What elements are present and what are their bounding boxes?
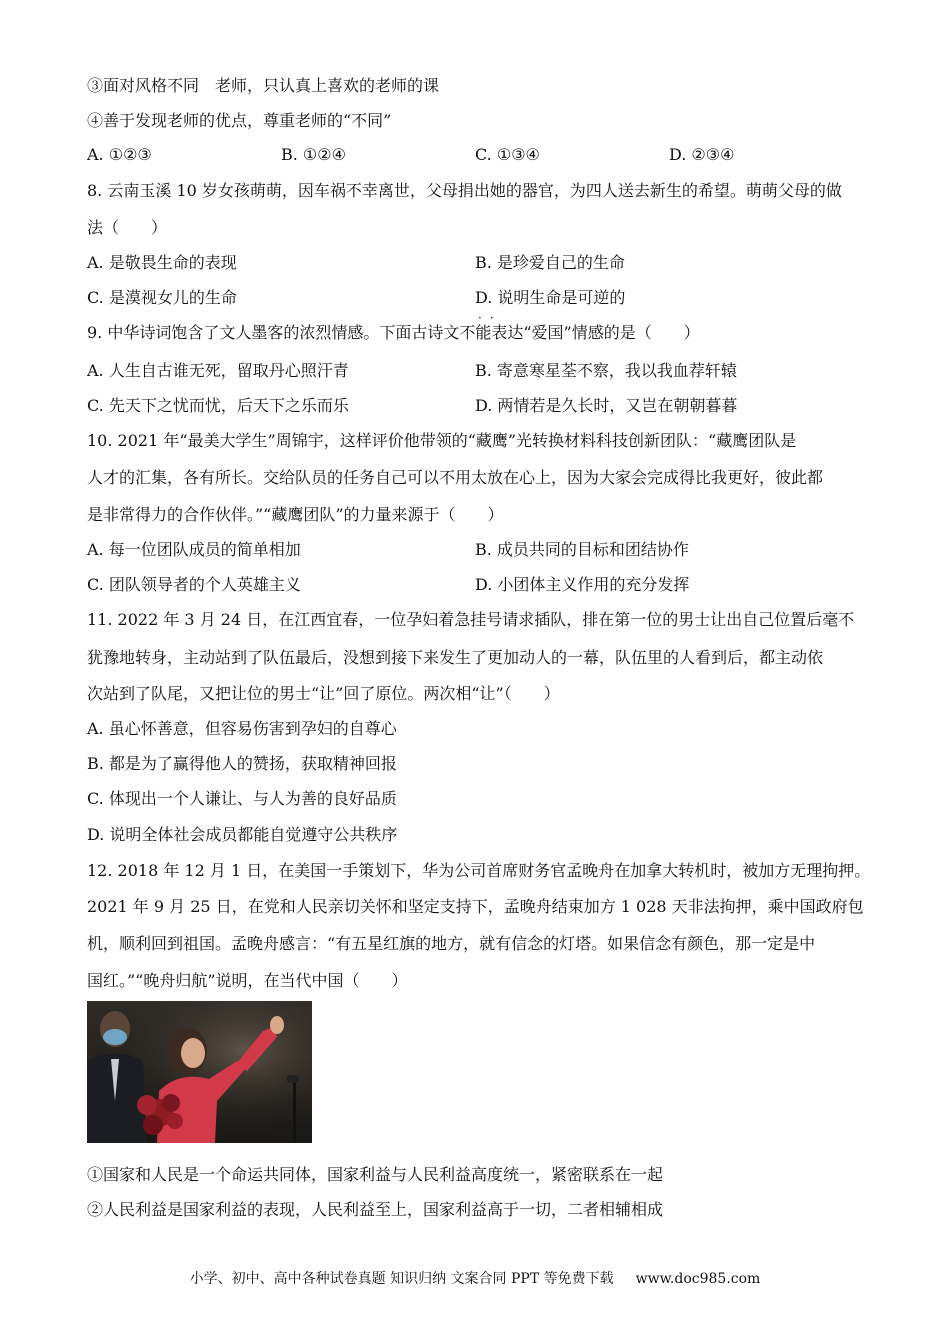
q9-option-b: B. 寄意寒星荃不察，我以我血荐轩辕 xyxy=(475,361,737,380)
q8-option-d: D. 说明生命是可逆的 xyxy=(475,288,626,307)
q11-option-d: D. 说明全体社会成员都能自觉遵守公共秩序 xyxy=(87,825,398,844)
q8-option-c: C. 是漠视女儿的生命 xyxy=(87,288,237,307)
q7-option-d: D. ②③④ xyxy=(669,145,735,164)
q7-item-4: ④善于发现老师的优点，尊重老师的“不同” xyxy=(87,111,392,130)
q9-stem: 9. 中华诗词饱含了文人墨客的浓烈情感。下面古诗文不能表达“爱国”情感的是（ ） xyxy=(87,323,700,342)
q7-option-c: C. ①③④ xyxy=(475,145,540,164)
q10-stem-line-3: 是非常得力的合作伙伴。”“藏鹰团队”的力量来源于（ ） xyxy=(87,505,504,524)
q9-emphasis-dots: ·· xyxy=(478,311,502,325)
q8-stem-line-2: 法（ ） xyxy=(87,218,168,237)
q7-option-a: A. ①②③ xyxy=(87,145,152,164)
q11-option-c: C. 体现出一个人谦让、与人为善的良好品质 xyxy=(87,789,397,808)
q12-stem-line-1: 12. 2018 年 12 月 1 日，在美国一手策划下，华为公司首席财务官孟晚舟在加拿大转机时，被加方无理拘押。 xyxy=(87,861,871,880)
q11-option-b: B. 都是为了赢得他人的赞扬，获取精神回报 xyxy=(87,754,397,773)
q7-option-b: B. ①②④ xyxy=(281,145,346,164)
q8-stem-line-1: 8. 云南玉溪 10 岁女孩萌萌，因车祸不幸离世，父母捐出她的器官，为四人送去新生的希望。萌萌父母的做 xyxy=(87,181,842,200)
q10-option-c: C. 团队领导者的个人英雄主义 xyxy=(87,575,301,594)
q12-stem-line-3: 机，顺利回到祖国。孟晚舟感言：“有五星红旗的地方，就有信念的灯塔。如果信念有颜色，那一定是中 xyxy=(87,934,816,953)
q11-stem-line-3: 次站到了队尾，又把让位的男士“让”回了原位。两次相“让”（ ） xyxy=(87,684,560,703)
q10-option-a: A. 每一位团队成员的简单相加 xyxy=(87,540,301,559)
q11-option-a: A. 虽心怀善意，但容易伤害到孕妇的自尊心 xyxy=(87,719,397,738)
q9-option-d: D. 两情若是久长时，又岂在朝朝暮暮 xyxy=(475,396,738,415)
q8-option-b: B. 是珍爱自己的生命 xyxy=(475,253,625,272)
q7-item-3: ③面对风格不同 老师，只认真上喜欢的老师的课 xyxy=(87,76,440,95)
q8-option-a: A. 是敬畏生命的表现 xyxy=(87,253,237,272)
q10-option-b: B. 成员共同的目标和团结协作 xyxy=(475,540,689,559)
q12-stem-line-2: 2021 年 9 月 25 日，在党和人民亲切关怀和坚定支持下，孟晚舟结束加方 1 028 天非法拘押，乘中国政府包 xyxy=(87,897,864,916)
q10-stem-line-1: 10. 2021 年“最美大学生”周锦宇，这样评价他带领的“藏鹰”光转换材料科技创新团队：“藏鹰团队是 xyxy=(87,431,797,450)
news-photo xyxy=(87,1001,312,1143)
q9-option-a: A. 人生自古谁无死，留取丹心照汗青 xyxy=(87,361,349,380)
q11-stem-line-1: 11. 2022 年 3 月 24 日，在江西宜春，一位孕妇着急挂号请求插队，排在第一位的男士让出自己位置后毫不 xyxy=(87,610,855,629)
footer-text: 小学、初中、高中各种试卷真题 知识归纳 文案合同 PPT 等免费下载 xyxy=(189,1271,614,1287)
q9-option-c: C. 先天下之忧而忧，后天下之乐而乐 xyxy=(87,396,349,415)
q11-stem-line-2: 犹豫地转身，主动站到了队伍最后，没想到接下来发生了更加动人的一幕，队伍里的人看到后，都主动依 xyxy=(87,648,824,667)
q12-item-2: ②人民利益是国家利益的表现，人民利益至上，国家利益高于一切，二者相辅相成 xyxy=(87,1200,664,1219)
page-footer xyxy=(0,1270,950,1288)
q12-item-1: ①国家和人民是一个命运共同体，国家利益与人民利益高度统一，紧密联系在一起 xyxy=(87,1165,664,1184)
footer-site-link[interactable]: www.doc985.com xyxy=(635,1271,761,1287)
q10-option-d: D. 小团体主义作用的充分发挥 xyxy=(475,575,690,594)
q10-stem-line-2: 人才的汇集，各有所长。交给队员的任务自己可以不用太放在心上，因为大家会完成得比我更好，彼此都 xyxy=(87,468,824,487)
q12-stem-line-4: 国红。”“晚舟归航”说明，在当代中国（ ） xyxy=(87,971,408,990)
